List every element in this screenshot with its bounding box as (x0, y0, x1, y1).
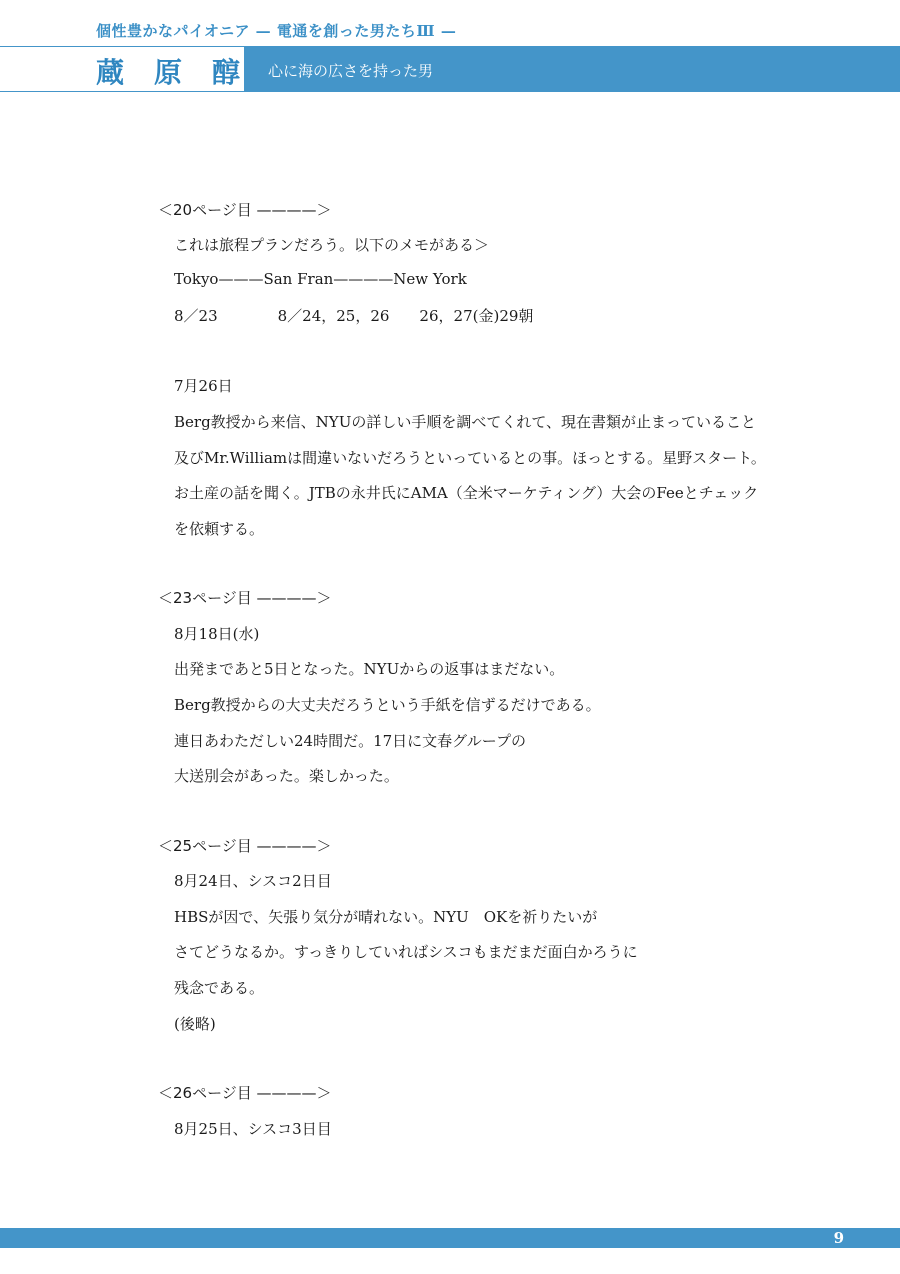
body-line: さてどうなるか。すっきりしていればシスコもまだまだ面白かろうに (174, 943, 638, 961)
body-line: (後略) (174, 1015, 216, 1033)
body-line: 連日あわただしい24時間だ。17日に文春グループの (174, 732, 526, 750)
page-number: 9 (833, 1229, 844, 1247)
body-line: 7月26日 (174, 377, 233, 395)
body-line: Tokyo———San Fran————New York (174, 270, 467, 288)
body-line: 8月25日、シスコ3日目 (174, 1120, 332, 1138)
section-heading: ＜20ページ目 ————＞ (158, 201, 332, 219)
body-line: Berg教授から来信、NYUの詳しい手順を調べてくれて、現在書類が止まっていること (174, 413, 757, 431)
body-line: HBSが因で、矢張り気分が晴れない。NYU OKを祈りたいが (174, 908, 598, 926)
body-line: 及びMr.Williamは間違いないだろうといっているとの事。ほっとする。星野スタート。 (174, 449, 766, 467)
body-line: 8月24日、シスコ2日目 (174, 872, 332, 890)
body-line: 大送別会があった。楽しかった。 (174, 767, 399, 785)
section-heading: ＜23ページ目 ————＞ (158, 589, 332, 607)
body-line: 出発まであと5日となった。NYUからの返事はまだない。 (174, 660, 565, 678)
body-line: 残念である。 (174, 979, 265, 997)
body-line: を依頼する。 (174, 520, 265, 538)
name-box (0, 46, 271, 92)
body-line: お土産の話を聞く。JTBの永井氏にAMA（全米マーケティング）大会のFeeとチェック (174, 484, 759, 502)
series-title: 個性豊かなパイオニア — 電通を創った男たちⅢ — (96, 22, 457, 40)
body-line: 8／23 8／24，25，26 26，27(金)29朝 (174, 307, 534, 325)
body-line: Berg教授からの大丈夫だろうという手紙を信ずるだけである。 (174, 696, 601, 714)
person-name: 蔵原醇 (96, 56, 271, 89)
footer-band (0, 1228, 900, 1248)
header-band (0, 46, 900, 92)
section-heading: ＜25ページ目 ————＞ (158, 837, 332, 855)
article-subtitle: 心に海の広さを持った男 (268, 62, 434, 80)
body-line: 8月18日(水) (174, 625, 260, 643)
body-line: これは旅程プランだろう。以下のメモがある＞ (174, 236, 490, 254)
section-heading: ＜26ページ目 ————＞ (158, 1084, 332, 1102)
